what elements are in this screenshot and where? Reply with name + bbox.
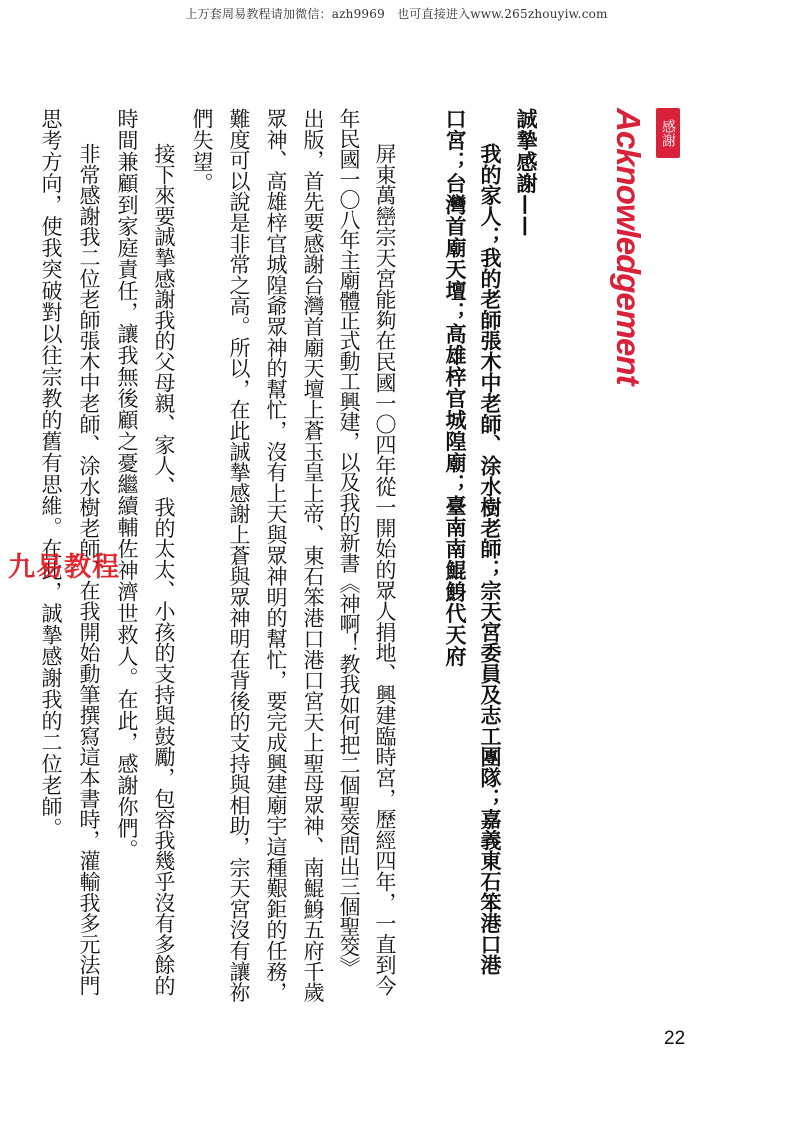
body-paragraph-1-line-5: 難度可以說是非常之高。所以，在此誠摯感謝上蒼與眾神明在背後的支持與相助，宗天宮沒有讓祢 (227, 108, 251, 1003)
thanks-list-line-1: 我的家人；我的老師張木中老師、涂水樹老師；宗天宮委員及志工團隊；嘉義東石笨港口港 (478, 143, 502, 976)
body-paragraph-1-line-6: 們失望。 (190, 108, 214, 194)
section-title: Acknowledgement (610, 108, 647, 385)
watermark-stamp: 九易教程 (8, 552, 120, 583)
body-paragraph-1-line-3: 出版，首先要感謝台灣首廟天壇上蒼玉皇上帝、東石笨港口港口宮天上聖母眾神、南鯤鯓五府千歲 (301, 108, 325, 1003)
body-paragraph-3-line-2: 思考方向，使我突破對以往宗教的舊有思維。在此，誠摯感謝我的二位老師。 (39, 108, 63, 839)
body-paragraph-1-line-1: 屏東萬巒宗天宮能夠在民國一〇四年從一開始的眾人捐地、興建臨時宮，歷經四年，一直到今 (373, 143, 397, 996)
body-paragraph-3-line-1: 非常感謝我二位老師張木中老師、涂水樹老師，在我開始動筆撰寫這本書時，灌輸我多元法門 (77, 143, 101, 996)
body-paragraph-2-line-1: 接下來要誠摯感謝我的父母親、家人、我的太太、小孩的支持與鼓勵，包容我幾乎沒有多餘的 (152, 143, 176, 996)
page-number: 22 (664, 1028, 686, 1049)
body-paragraph-2-line-2: 時間兼顧到家庭責任，讓我無後顧之憂繼續輔佐神濟世救人。在此，感謝你們。 (115, 108, 139, 861)
section-badge: 感謝 (656, 108, 680, 158)
watermark-header-note: 上万套周易教程请加微信：azh9969 也可直接进入www.265zhouyiw.com (185, 7, 608, 21)
body-paragraph-1-line-4: 眾神、高雄梓官城隍爺眾神的幫忙，沒有上天與眾神明的幫忙，要完成興建廟宇這種艱鉅的任務， (264, 108, 288, 1003)
thanks-heading: 誠摯感謝—— (514, 108, 538, 237)
thanks-list-line-2: 口宮；台灣首廟天壇；高雄梓官城隍廟；臺南南鯤鯓代天府 (443, 108, 467, 667)
body-paragraph-1-line-2: 年民國一〇八年主廟體正式動工興建，以及我的新書《神啊！教我如何把二個聖筊問出三個聖筊》 (337, 108, 361, 977)
